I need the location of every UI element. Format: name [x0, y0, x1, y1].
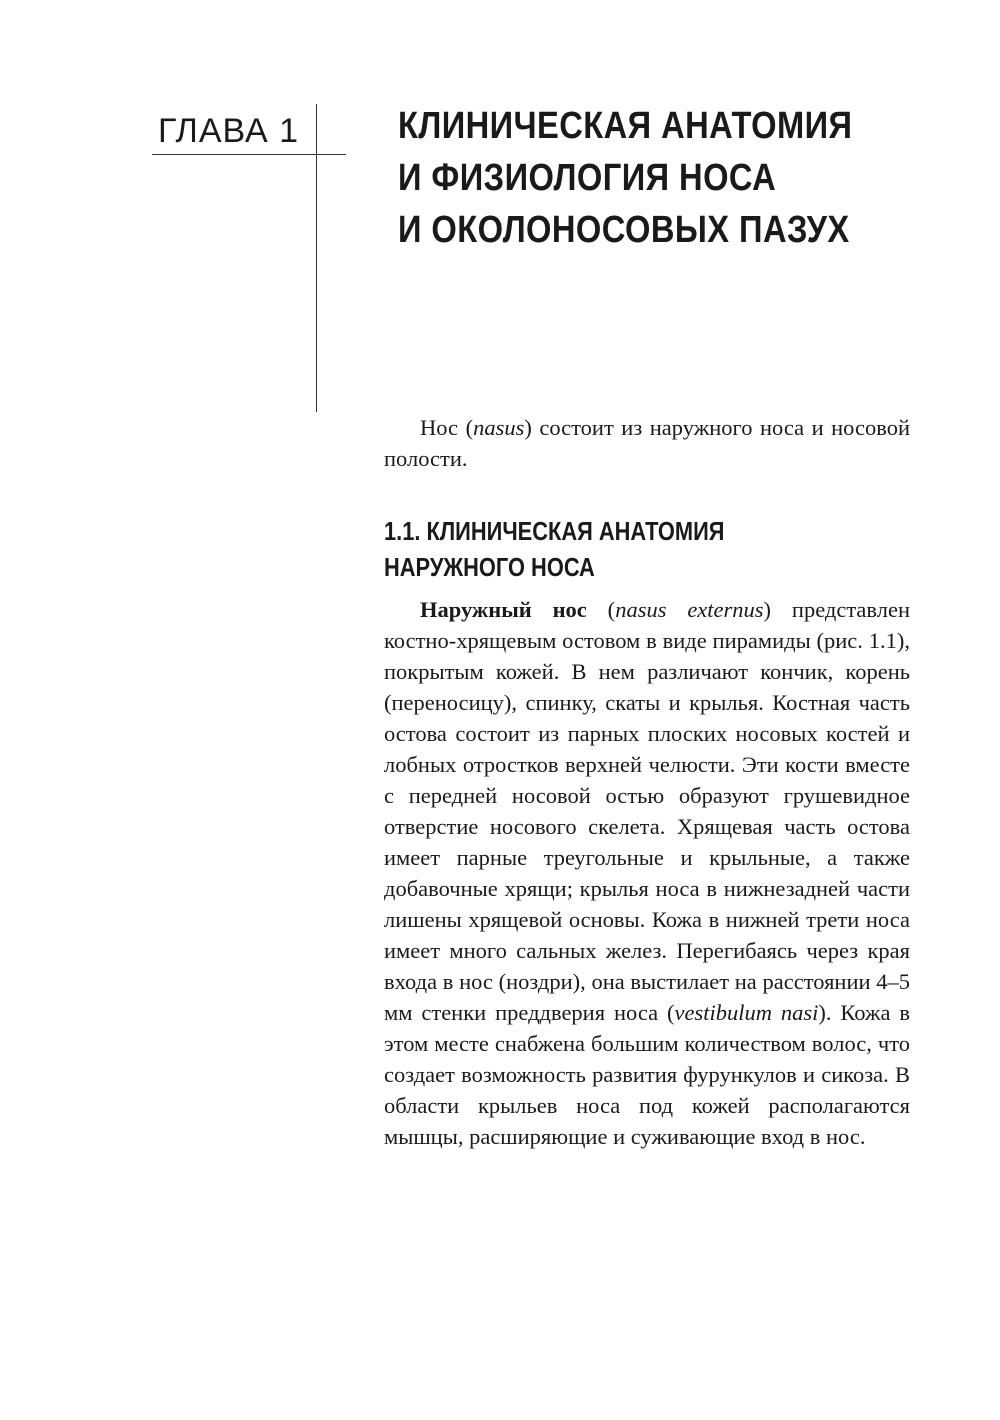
chapter-label: ГЛАВА 1	[158, 112, 300, 150]
chapter-title-line: И ФИЗИОЛОГИЯ НОСА	[398, 157, 777, 199]
intro-text: Нос (	[420, 415, 474, 440]
chapter-title-line: КЛИНИЧЕСКАЯ АНАТОМИЯ	[398, 105, 853, 147]
body-latin-term: vestibulum nasi	[674, 1000, 819, 1025]
intro-latin-term: nasus	[473, 415, 525, 440]
chapter-title	[398, 100, 880, 256]
body-text: (	[586, 597, 616, 622]
body-paragraph	[384, 594, 910, 1152]
chapter-vertical-rule	[316, 104, 317, 412]
body-text: ). Кожа в этом месте снабжена большим количеством волос, что создает возможность развития фурункулов и сикоза. В области крыльев носа под кожей располагаются мышцы, расширяющие и суживающие вход в нос.	[384, 1000, 910, 1149]
body-text: ) представлен костно-хрящевым остовом в виде пирамиды (рис. 1.1), покрытым кожей. В нем различают кончик, корень (переносицу), спинку, скаты и крылья. Костная часть остова состоит из парных плоских носовых костей и лобных отростков верхней челюсти. Эти кости вместе с передней носовой остью образуют грушевидное отверстие носового скелета. Хрящевая часть остова имеет парные треугольные и крыльные, а также добавочные хрящи; крылья носа в нижнезадней части лишены хрящевой основы. Кожа в нижней трети носа имеет много сальных желез. Перегибаясь через края входа в нос (ноздри), она выстилает на расстоянии 4–5 мм стенки преддверия носа (	[384, 597, 910, 1025]
intro-paragraph	[384, 412, 910, 474]
intro-text: ) состоит из наружного носа и носовой полости.	[384, 415, 910, 471]
section-title	[384, 513, 905, 585]
section-title-line: 1.1. КЛИНИЧЕСКАЯ АНАТОМИЯ	[384, 516, 725, 546]
body-latin-term: nasus externus	[615, 597, 764, 622]
section-title-line: НАРУЖНОГО НОСА	[384, 552, 595, 582]
chapter-title-line: И ОКОЛОНОСОВЫХ ПАЗУХ	[398, 209, 850, 251]
body-bold-term: Наружный нос	[420, 597, 587, 622]
